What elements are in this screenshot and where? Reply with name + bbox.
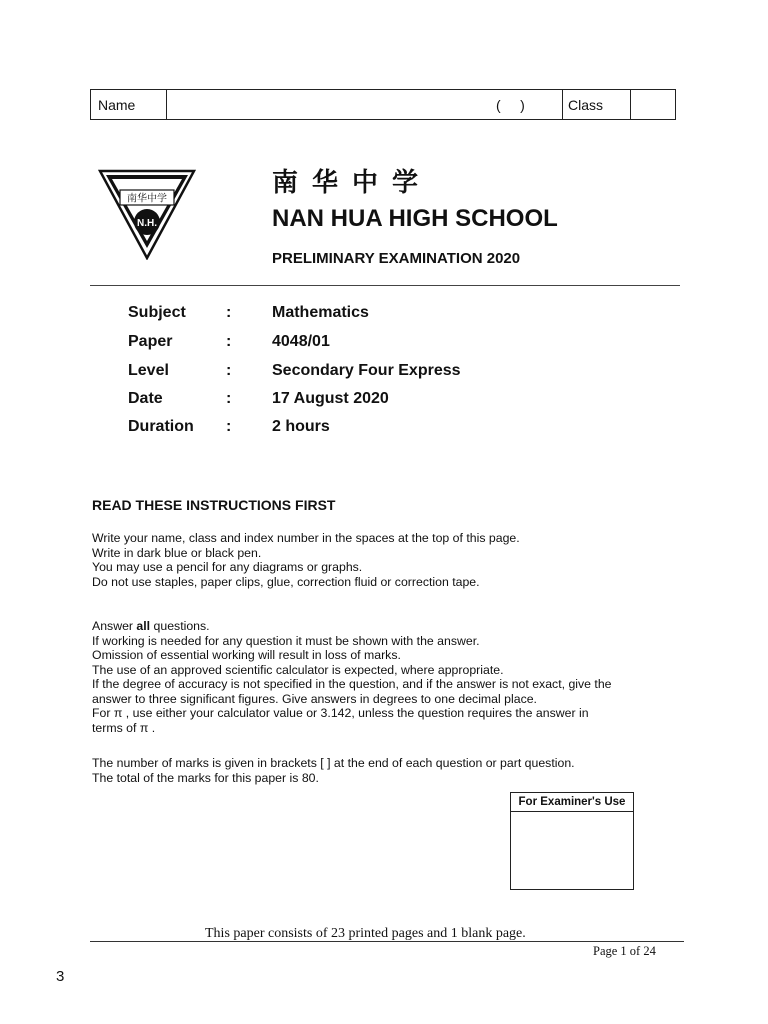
level-value: Secondary Four Express <box>272 362 461 379</box>
level-colon: : <box>226 362 232 379</box>
instruction-line: You may use a pencil for any diagrams or graphs. <box>92 560 363 574</box>
instruction-line: The total of the marks for this paper is 80. <box>92 770 319 785</box>
footer-divider <box>90 941 684 942</box>
instruction-line: The number of marks is given in brackets [ ] at the end of each question or part question. <box>92 756 575 770</box>
instruction-line: Write your name, class and index number in the spaces at the top of this page. <box>92 531 520 545</box>
logo-chinese-text: 南华中学 <box>127 193 167 205</box>
instruction-line: If the degree of accuracy is not specified in the question, and if the answer is not exact, give the <box>92 677 612 691</box>
instructions-block-3 <box>92 756 575 785</box>
logo-initials: N.H. <box>137 218 157 229</box>
instructions-block-1 <box>92 531 520 589</box>
instructions-heading: READ THESE INSTRUCTIONS FIRST <box>92 497 336 513</box>
date-label: Date <box>128 390 163 407</box>
school-crest-logo <box>98 168 196 260</box>
duration-value: 2 hours <box>272 418 330 435</box>
page-number: Page 1 of 24 <box>593 944 656 958</box>
subject-colon: : <box>226 304 232 321</box>
name-label-cell <box>91 90 167 119</box>
instruction-line: For π , use either your calculator value or 3.142, unless the question requires the answer in <box>92 706 589 720</box>
examiner-use-box <box>510 792 634 890</box>
name-label: Name <box>98 97 136 113</box>
subject-label: Subject <box>128 304 186 321</box>
footer-page-count: This paper consists of 23 printed pages and 1 blank page. <box>205 926 526 941</box>
instruction-line: Omission of essential working will result in loss of marks. <box>92 648 401 662</box>
instruction-line: Do not use staples, paper clips, glue, correction fluid or correction tape. <box>92 574 480 589</box>
name-field[interactable] <box>166 90 563 119</box>
instructions-block-2 <box>92 619 612 735</box>
paper-value: 4048/01 <box>272 333 330 350</box>
exam-title: PRELIMINARY EXAMINATION 2020 <box>272 250 521 267</box>
school-chinese-name: 南华中学 <box>272 168 433 198</box>
subject-value: Mathematics <box>272 304 369 321</box>
class-label-cell <box>562 90 631 119</box>
instruction-line-answer: Answer all questions. <box>92 619 210 633</box>
paper-label: Paper <box>128 333 173 350</box>
paper-colon: : <box>226 333 232 350</box>
instruction-line: The use of an approved scientific calculator is expected, where appropriate. <box>92 662 504 677</box>
instruction-line: terms of π . <box>92 720 156 735</box>
duration-colon: : <box>226 418 232 435</box>
instruction-line: If working is needed for any question it must be shown with the answer. <box>92 633 480 648</box>
duration-label: Duration <box>128 418 194 435</box>
level-label: Level <box>128 362 169 379</box>
class-field[interactable] <box>630 90 675 119</box>
date-colon: : <box>226 390 232 407</box>
instruction-line: Write in dark blue or black pen. <box>92 545 262 560</box>
instruction-line: answer to three significant figures. Give answers in degrees to one decimal place. <box>92 691 537 706</box>
class-label: Class <box>568 97 604 113</box>
school-name: NAN HUA HIGH SCHOOL <box>272 205 558 232</box>
examiner-use-header: For Examiner's Use <box>511 793 633 812</box>
date-value: 17 August 2020 <box>272 390 389 407</box>
divider-line <box>90 285 680 286</box>
name-class-box <box>90 89 676 120</box>
margin-number: 3 <box>56 968 65 985</box>
index-brackets: ( ) <box>496 97 525 113</box>
